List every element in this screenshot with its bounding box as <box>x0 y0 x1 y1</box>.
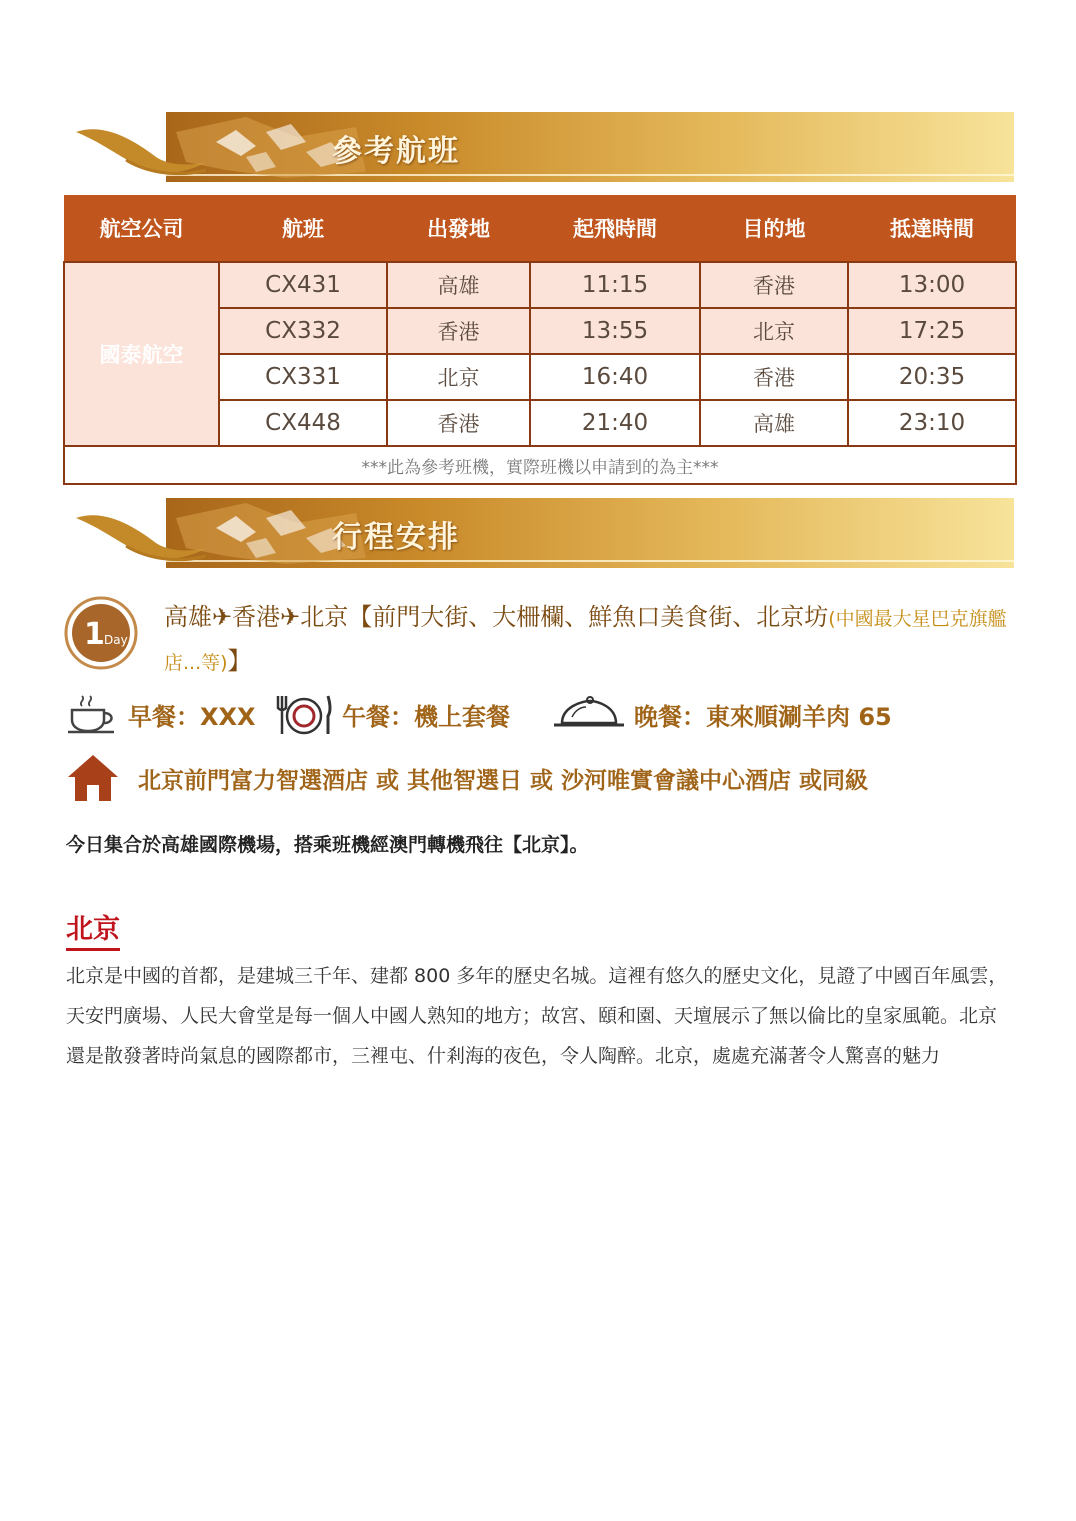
section-banner-flights <box>66 112 1014 182</box>
house-icon <box>66 753 120 803</box>
column-header: 出發地 <box>387 195 530 262</box>
departure-time: 11:15 <box>530 262 700 308</box>
column-header: 航班 <box>219 195 387 262</box>
departure-time: 13:55 <box>530 308 700 354</box>
lunch-item <box>276 692 510 736</box>
arrival-time: 17:25 <box>848 308 1016 354</box>
plate-cutlery-icon <box>276 692 334 736</box>
column-header: 抵達時間 <box>848 195 1016 262</box>
arrival-city: 香港 <box>700 354 848 400</box>
day-badge-icon <box>64 596 138 670</box>
flight-table <box>63 195 1017 485</box>
departure-city: 香港 <box>387 308 530 354</box>
arrival-city: 香港 <box>700 262 848 308</box>
column-header: 目的地 <box>700 195 848 262</box>
breakfast-text: 早餐：XXX <box>128 702 256 731</box>
departure-city: 香港 <box>387 400 530 446</box>
flight-number: CX332 <box>219 308 387 354</box>
flight-number: CX431 <box>219 262 387 308</box>
lunch-text: 午餐：機上套餐 <box>342 702 510 731</box>
day-number: 1 <box>84 617 105 652</box>
day-route-end: 】 <box>227 647 252 675</box>
section-title: 行程安排 <box>332 520 460 555</box>
breakfast-item <box>66 692 256 736</box>
day-route-text: 高雄✈香港✈北京【前門大街、大柵欄、鮮魚口美食街、北京坊 <box>164 603 829 631</box>
coffee-cup-icon <box>66 694 120 734</box>
hotel-row <box>66 752 1016 804</box>
dinner-text: 晚餐：東來順涮羊肉 65 <box>634 702 892 731</box>
flight-number: CX331 <box>219 354 387 400</box>
section-title: 參考航班 <box>332 134 460 169</box>
day-route <box>164 596 1014 684</box>
departure-city: 高雄 <box>387 262 530 308</box>
hotel-text: 北京前門富力智選酒店 或 其他智選日 或 沙河唯實會議中心酒店 或同級 <box>138 767 869 794</box>
arrival-time: 13:00 <box>848 262 1016 308</box>
day-intro: 今日集合於高雄國際機場，搭乘班機經澳門轉機飛往【北京】。 <box>66 834 589 856</box>
departure-time: 21:40 <box>530 400 700 446</box>
meals-row <box>66 692 1016 736</box>
column-header: 起飛時間 <box>530 195 700 262</box>
dinner-item <box>552 692 892 736</box>
section-banner-itinerary <box>66 498 1014 568</box>
arrival-time: 20:35 <box>848 354 1016 400</box>
departure-time: 16:40 <box>530 354 700 400</box>
food-cloche-icon <box>552 695 626 733</box>
table-note: ***此為參考班機，實際班機以申請到的為主*** <box>64 446 1016 484</box>
city-description: 北京是中國的首都，是建城三千年、建都 800 多年的歷史名城。這裡有悠久的歷史文化，見證了中國百年風雲，天安門廣場、人民大會堂是每一個人中國人熟知的地方；故宮、頤和園、天壇展示了無以倫比的皇家風範。北京還是散發著時尚氣息的國際都市，三裡屯、什剎海的夜色，令人陶醉。北京，處處充滿著令人驚喜的魅力 <box>66 965 1008 1067</box>
arrival-time: 23:10 <box>848 400 1016 446</box>
column-header: 航空公司 <box>64 195 219 262</box>
arrival-city: 高雄 <box>700 400 848 446</box>
day-label: Day <box>104 633 128 647</box>
arrival-city: 北京 <box>700 308 848 354</box>
table-header-row <box>64 195 1016 262</box>
table-row <box>64 262 1016 308</box>
departure-city: 北京 <box>387 354 530 400</box>
flight-number: CX448 <box>219 400 387 446</box>
day-route-note: (中國最大星巴克旗艦店...等) <box>164 608 1007 674</box>
table-note-row <box>64 446 1016 484</box>
airline-cell: 國泰航空 <box>64 262 219 446</box>
city-heading: 北京 <box>66 912 120 951</box>
